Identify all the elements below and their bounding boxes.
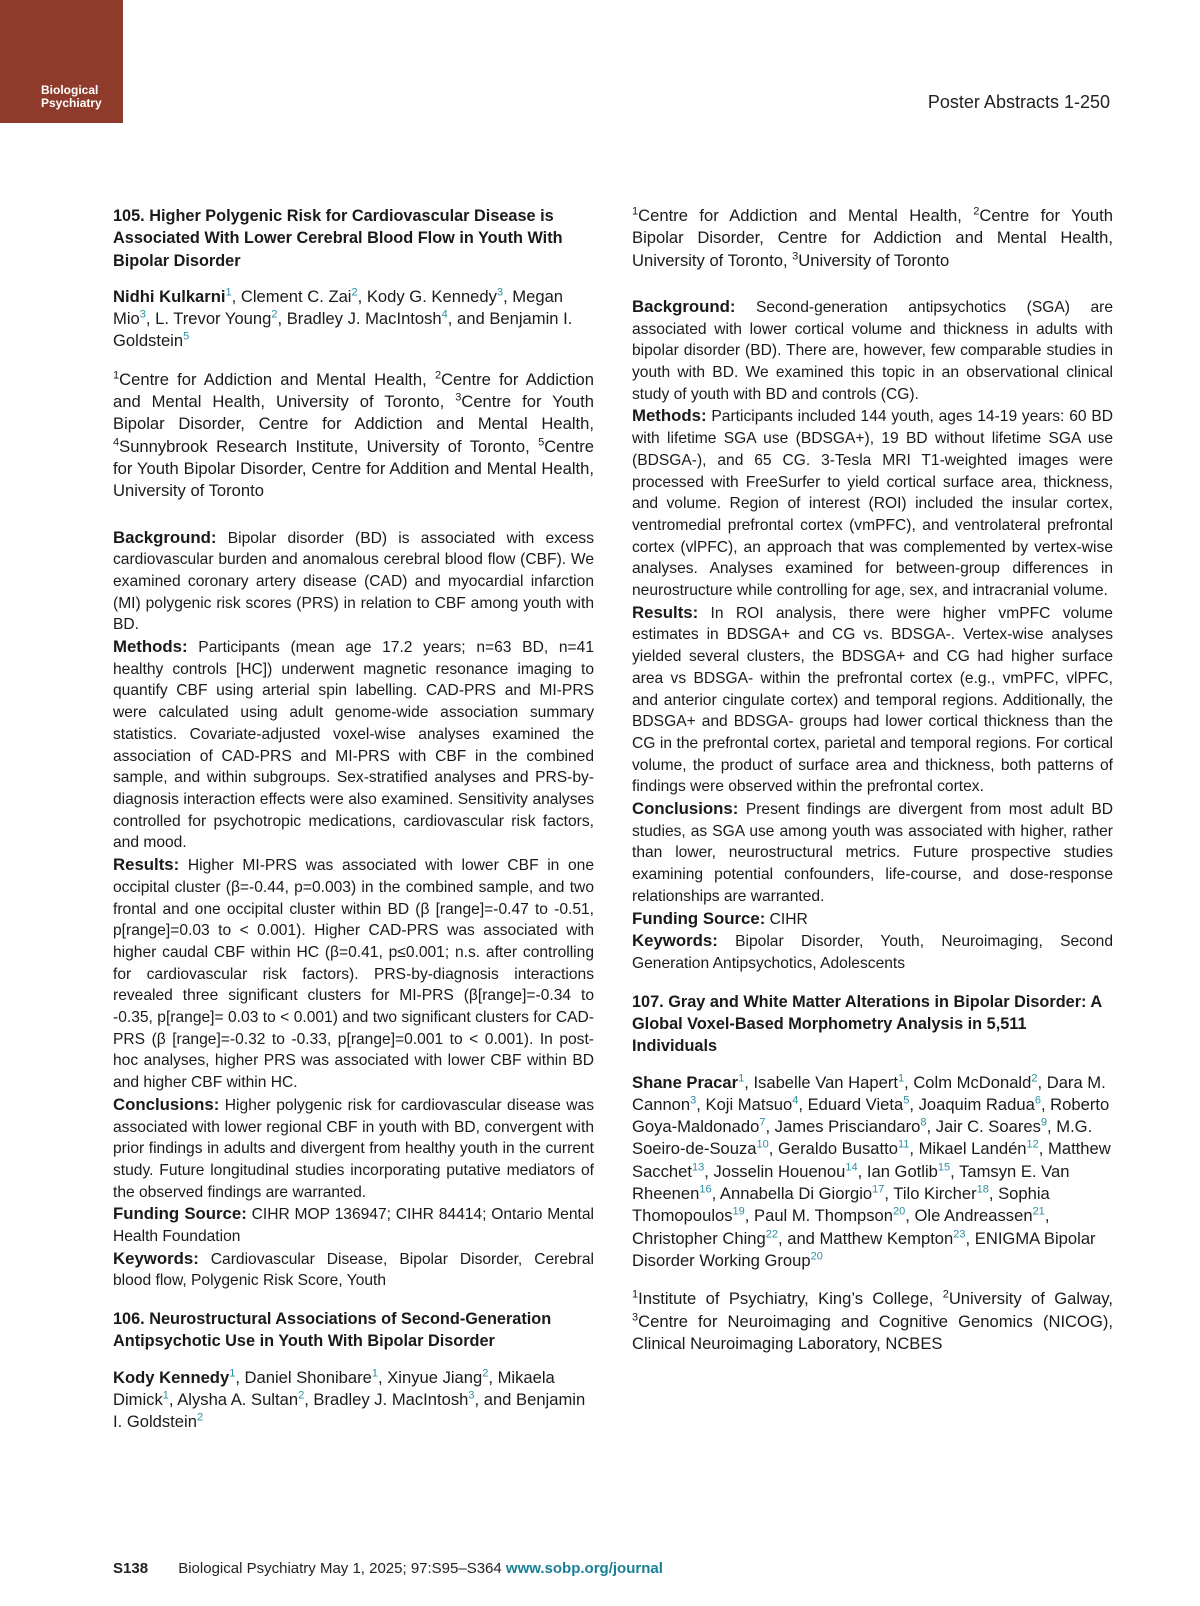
abstract-section xyxy=(632,296,1113,406)
article-105 xyxy=(113,205,594,1292)
author-separator: , xyxy=(704,1161,714,1181)
author-separator: , xyxy=(357,286,367,306)
author-affil-marker: 1 xyxy=(738,1072,745,1085)
author-separator: , xyxy=(168,1390,178,1410)
author-separator: , xyxy=(488,1367,498,1387)
article-107 xyxy=(632,991,1113,1355)
author-affil-marker: 11 xyxy=(897,1138,910,1151)
abstract-body xyxy=(632,296,1113,975)
author-affil-marker: 14 xyxy=(845,1161,858,1174)
author-name: Benjamin I. Goldstein xyxy=(113,309,573,351)
author-name: Colm McDonald xyxy=(913,1072,1032,1092)
author-affil-marker: 4 xyxy=(792,1094,799,1107)
author-affil-marker: 2 xyxy=(482,1367,489,1380)
author-affil-marker: 20 xyxy=(810,1250,823,1263)
author-name: Ian Gotlib xyxy=(866,1161,938,1181)
author-name: L. Trevor Young xyxy=(155,309,272,329)
author-name: Matthew Sacchet xyxy=(632,1139,1111,1181)
author-name: Daniel Shonibare xyxy=(244,1367,372,1387)
affiliation-marker: 3 xyxy=(455,391,462,404)
journal-logo xyxy=(0,0,123,123)
author-separator: , xyxy=(926,1117,936,1137)
author-affil-marker: 3 xyxy=(496,286,504,299)
abstract-section xyxy=(113,1094,594,1204)
article-title: 107. Gray and White Matter Alterations in Bipolar Disorder: A Global Voxel-Based Morphometry Analysis in 5,511 Individuals xyxy=(632,992,1102,1056)
author-name: Tilo Kircher xyxy=(893,1184,977,1204)
author-name: Bradley J. MacIntosh xyxy=(286,309,442,329)
journal-link[interactable]: www.sobp.org/journal xyxy=(505,1560,663,1577)
author-separator: , xyxy=(950,1161,960,1181)
affiliation-text: Centre for Youth Bipolar Disorder, Centre for Addition and Mental Health, University of Toronto xyxy=(113,436,594,501)
author-name: Kody Kennedy xyxy=(113,1367,230,1387)
author-name: Isabelle Van Hapert xyxy=(753,1072,898,1092)
section-text: Participants included 144 youth, ages 14-19 years: 60 BD with lifetime SGA use (BDSGA+), 19 BD without lifetime SGA use (BDSGA-), and 65 CG. 3-Tesla MRI T1-weighted images were processed with FreeSurfer to yield cortical surface area, thickness, and volume. Region of interest (ROI) included the insular cortex, ventromedial prefrontal cortex (vmPFC), and ventrolateral prefrontal cortex (vlPFC), an approach that was complemented by vertex-wise analyses. Analyses examined for between-group differences in neurostructure while controlling for age, sex, and intracranial volume. xyxy=(632,408,1113,600)
journal-logo-text: Biological Psychiatry xyxy=(41,83,102,110)
affiliation-marker: 4 xyxy=(113,436,120,449)
section-label: Funding Source: xyxy=(113,1204,247,1224)
affiliation-text: Centre for Addiction and Mental Health, xyxy=(119,369,435,389)
author-affil-marker: 2 xyxy=(196,1411,204,1424)
author-name: Clement C. Zai xyxy=(240,286,352,306)
section-text: Higher polygenic risk for cardiovascular disease was associated with lower regional CBF in youth with BD, convergent with prior findings in adults and divergent from healthy youth in the current study. Future longitudinal studies incorporating putative mediators of the observed findings are warranted. xyxy=(113,1096,595,1201)
author-separator: , xyxy=(1040,1094,1051,1114)
page-footer xyxy=(113,1560,663,1577)
section-label: Conclusions: xyxy=(632,799,739,819)
author-name: Matthew Kempton xyxy=(819,1228,954,1248)
author-name: Dara M. Cannon xyxy=(632,1072,1106,1114)
author-separator: , xyxy=(1047,1117,1057,1137)
affiliation-list xyxy=(632,205,1113,272)
affiliation-text: University of Toronto xyxy=(798,250,950,270)
section-label: Methods: xyxy=(632,406,707,426)
section-text: CIHR MOP 136947; CIHR 84414; Ontario Mental Health Foundation xyxy=(113,1206,594,1246)
abstract-section xyxy=(113,854,594,1094)
section-label: Results: xyxy=(113,855,180,875)
author-affil-marker: 2 xyxy=(271,308,278,321)
author-separator: , xyxy=(1038,1139,1049,1159)
abstract-section xyxy=(113,1248,594,1292)
author-separator: , xyxy=(377,1367,388,1387)
author-separator: , xyxy=(857,1161,867,1181)
author-separator: , xyxy=(277,309,287,329)
author-name: Nidhi Kulkarni xyxy=(113,286,226,306)
author-name: Shane Pracar xyxy=(632,1072,739,1092)
affiliation-marker: 2 xyxy=(434,369,442,382)
author-affil-marker: 21 xyxy=(1032,1205,1045,1218)
author-separator: , and xyxy=(778,1228,820,1248)
abstract-section xyxy=(632,930,1113,974)
article-106 xyxy=(113,1308,594,1433)
abstract-section xyxy=(632,602,1113,798)
affiliation-text: Centre for Addiction and Mental Health, xyxy=(638,206,974,225)
section-text: Bipolar disorder (BD) is associated with excess cardiovascular burden and anomalous cerebral blood flow (CBF). We examined coronary artery disease (CAD) and myocardial infarction (MI) polygenic risk scores (PRS) in relation to CBF among youth with BD. xyxy=(113,529,594,634)
section-label: Background: xyxy=(632,296,736,316)
affiliation-marker: 5 xyxy=(538,436,545,449)
author-separator: , xyxy=(768,1139,779,1159)
author-name: Joaquim Radua xyxy=(918,1094,1035,1114)
abstract-body xyxy=(113,527,594,1293)
author-affil-marker: 1 xyxy=(162,1389,169,1402)
author-affil-marker: 16 xyxy=(699,1183,712,1196)
section-text: Higher MI-PRS was associated with lower CBF in one occipital cluster (β=-0.44, p=0.003) in the combined sample, and two frontal and one occipital cluster within BD (β [range]=-0.47 to -0.51, p[range]=0.03 to < 0.001). Higher CAD-PRS was associated with higher caudal CBF within HC (β=0.41, p≤0.001; n.s. after controlling for cardiovascular risk factors). PRS-by-diagnosis interactions revealed three significant clusters for MI-PRS (β[range]=-0.34 to -0.35, p[range]= 0.03 to < 0.001) and two significant clusters for CAD-PRS (β [range]=-0.32 to -0.33, p[range]=0.001 to < 0.001). In post-hoc analyses, higher PRS was associated with lower CBF within BD and higher CBF within HC. xyxy=(113,857,594,1092)
author-affil-marker: 12 xyxy=(1026,1138,1039,1151)
abstract-section xyxy=(113,527,594,637)
author-separator: , xyxy=(503,286,513,306)
author-separator: , and xyxy=(474,1390,517,1410)
author-name: Eduard Vieta xyxy=(807,1094,904,1114)
author-separator: , xyxy=(884,1184,894,1204)
section-text: CIHR xyxy=(769,910,808,928)
section-text: In ROI analysis, there were higher vmPFC volume estimates in BDSGA+ and CG vs. BDSGA-. Vertex-wise analyses yielded several clusters, the BDSGA+ and CG had higher surface area vs BDSGA- within the prefrontal cortex (e.g., vmPFC, vlPFC, and anterior cingulate cortex) and temporal regions. Additionally, the BDSGA+ and BDSGA- groups had lower cortical thickness than the CG in the prefrontal cortex, parietal and temporal regions. For cortical volume, the product of surface area and thickness, both patterns of findings were observed within the prefrontal cortex. xyxy=(632,604,1113,796)
affiliation-text: Centre for Neuroimaging and Cognitive Genomics (NICOG), Clinical Neuroimaging Laboratory, NCBES xyxy=(632,1311,1113,1353)
author-name: Alysha A. Sultan xyxy=(177,1390,299,1410)
author-name: Roberto Goya-Maldonado xyxy=(632,1094,1110,1137)
author-separator: , xyxy=(696,1094,706,1114)
left-column xyxy=(113,205,594,1450)
affiliation-list xyxy=(632,1288,1113,1355)
journal-citation: Biological Psychiatry May 1, 2025; 97:S95–S364 xyxy=(178,1560,502,1577)
abstract-section xyxy=(632,405,1113,601)
section-label: Results: xyxy=(632,602,699,622)
author-affil-marker: 19 xyxy=(732,1205,745,1218)
author-name: Kody G. Kennedy xyxy=(366,286,497,306)
author-name: Ole Andreassen xyxy=(914,1206,1033,1226)
affiliation-marker: 3 xyxy=(792,250,799,263)
section-label: Keywords: xyxy=(113,1248,199,1268)
affiliation-marker: 2 xyxy=(942,1288,949,1301)
author-affil-marker: 23 xyxy=(953,1228,966,1241)
section-text: Second-generation antipsychotics (SGA) are associated with lower cortical volume and thickness in adults with bipolar disorder (BD). There are, however, few comparable studies in youth with BD. We examined this topic in an observational clinical study of youth with BD and controls (CG). xyxy=(632,298,1113,403)
affiliation-text: Institute of Psychiatry, King’s College, xyxy=(638,1289,943,1309)
affiliation-text: Centre for Addiction and Mental Health, University of Toronto, xyxy=(113,369,594,412)
author-separator: , xyxy=(304,1390,314,1410)
author-list xyxy=(113,1367,594,1434)
author-affil-marker: 3 xyxy=(468,1389,475,1402)
author-separator: , xyxy=(711,1184,720,1204)
article-title: 105. Higher Polygenic Risk for Cardiovascular Disease is Associated With Lower Cerebral Blood Flow in Youth With Bipolar Disorder xyxy=(113,207,563,270)
author-affil-marker: 6 xyxy=(1034,1094,1041,1107)
author-affil-marker: 1 xyxy=(225,286,232,299)
section-text: Present findings are divergent from most adult BD studies, as SGA use among youth was associated with higher, rather than lower, neurostructural metrics. Future prospective studies examining potential confounders, life-course, and dose-response relationships are warranted. xyxy=(632,801,1113,905)
author-separator: , xyxy=(909,1139,919,1159)
author-name: Christopher Ching xyxy=(632,1228,766,1248)
right-column xyxy=(632,205,1113,1379)
affiliation-text: Sunnybrook Research Institute, University of Toronto, xyxy=(119,436,539,456)
section-text: Cardiovascular Disease, Bipolar Disorder, Cerebral blood flow, Polygenic Risk Score, Youth xyxy=(113,1250,594,1290)
affiliation-text: University of Galway, xyxy=(948,1289,1113,1309)
section-label: Background: xyxy=(113,527,217,547)
author-list xyxy=(113,286,594,353)
affiliation-text: Centre for Youth Bipolar Disorder, Centre for Addiction and Mental Health, University of Toronto, xyxy=(632,206,1113,270)
author-affil-marker: 9 xyxy=(1040,1116,1048,1129)
author-affil-marker: 22 xyxy=(765,1228,778,1241)
author-separator: , xyxy=(1044,1206,1050,1226)
affiliation-marker: 1 xyxy=(113,369,120,382)
author-separator: , xyxy=(235,1367,245,1387)
author-separator: , xyxy=(988,1184,999,1204)
author-separator: , xyxy=(765,1117,775,1137)
abstract-section xyxy=(632,908,1113,931)
abstract-section xyxy=(632,798,1113,908)
author-affil-marker: 2 xyxy=(1031,1072,1038,1085)
author-separator: , xyxy=(965,1228,975,1248)
article-title: 106. Neurostructural Associations of Second-Generation Antipsychotic Use in Youth With Bipolar Disorder xyxy=(113,1310,552,1351)
author-name: Jair C. Soares xyxy=(935,1117,1041,1137)
abstract-section xyxy=(113,1203,594,1247)
author-separator: , xyxy=(1037,1072,1047,1092)
author-separator: , xyxy=(145,309,156,329)
author-affil-marker: 3 xyxy=(139,308,146,321)
author-separator: , xyxy=(904,1072,914,1092)
affiliation-marker: 2 xyxy=(973,205,980,218)
author-name: Paul M. Thompson xyxy=(754,1206,893,1226)
author-affil-marker: 15 xyxy=(937,1161,951,1174)
author-separator: , xyxy=(231,286,241,306)
author-affil-marker: 17 xyxy=(872,1183,885,1196)
author-name: Xinyue Jiang xyxy=(387,1367,483,1387)
author-name: Mikael Landén xyxy=(918,1139,1027,1159)
section-text: Participants (mean age 17.2 years; n=63 BD, n=41 healthy controls [HC]) underwent magnetic resonance imaging to quantify CBF using arterial spin labelling. CAD-PRS and MI-PRS were calculated using adult genome-wide association summary statistics. Covariate-adjusted voxel-wise analyses examined the association of CAD-PRS and MI-PRS with CBF in the combined sample, and within subgroups. Sex-stratified analyses and PRS-by-diagnosis interaction effects were also examined. Sensitivity analyses controlled for psychotropic medications, cardiovascular risk factors, and mood. xyxy=(113,639,594,852)
author-name: Benjamin I. Goldstein xyxy=(113,1390,586,1432)
author-affil-marker: 5 xyxy=(903,1094,910,1107)
author-affil-marker: 20 xyxy=(893,1205,906,1218)
author-affil-marker: 10 xyxy=(756,1138,769,1151)
author-separator: , and xyxy=(447,309,490,329)
author-name: Annabella Di Giorgio xyxy=(719,1184,873,1204)
author-name: Koji Matsuo xyxy=(705,1094,793,1114)
author-affil-marker: 1 xyxy=(229,1367,236,1380)
author-affil-marker: 1 xyxy=(897,1072,905,1085)
author-name: James Prisciandaro xyxy=(774,1117,921,1137)
author-name: Bradley J. MacIntosh xyxy=(313,1390,469,1410)
author-separator: , xyxy=(909,1094,919,1114)
author-name: Megan Mio xyxy=(113,286,564,329)
author-name: Tamsyn E. Van Rheenen xyxy=(632,1161,1070,1204)
abstract-section xyxy=(113,636,594,854)
affiliation-marker: 3 xyxy=(632,1311,639,1324)
author-name: Sophia Thomopoulos xyxy=(632,1184,1050,1226)
section-text: Bipolar Disorder, Youth, Neuroimaging, Second Generation Antipsychotics, Adolescents xyxy=(632,933,1113,972)
author-affil-marker: 13 xyxy=(691,1161,705,1174)
author-affil-marker: 5 xyxy=(183,330,190,343)
affiliation-marker: 1 xyxy=(632,1288,639,1301)
affiliation-text: Centre for Youth Bipolar Disorder, Centre for Addiction and Mental Health, xyxy=(113,392,594,434)
author-separator: , xyxy=(744,1072,754,1092)
section-label: Conclusions: xyxy=(113,1094,220,1114)
author-name: Josselin Houenou xyxy=(713,1161,846,1181)
affiliation-marker: 1 xyxy=(632,205,639,218)
author-name: Geraldo Busatto xyxy=(778,1139,898,1159)
author-affil-marker: 1 xyxy=(371,1367,378,1380)
author-name: Mikaela Dimick xyxy=(113,1367,555,1410)
author-separator: , xyxy=(798,1094,808,1114)
author-affil-marker: 18 xyxy=(976,1183,989,1196)
author-separator: , xyxy=(744,1206,755,1226)
section-label: Methods: xyxy=(113,637,188,657)
author-list xyxy=(632,1072,1113,1273)
article-106-continued xyxy=(632,205,1113,975)
page-number: S138 xyxy=(113,1560,149,1577)
author-affil-marker: 7 xyxy=(759,1116,766,1129)
author-name: ENIGMA Bipolar Disorder Working Group xyxy=(632,1228,1096,1270)
section-label: Funding Source: xyxy=(632,908,766,928)
author-affil-marker: 8 xyxy=(920,1116,927,1129)
author-separator: , xyxy=(905,1206,915,1226)
section-label: Keywords: xyxy=(632,931,718,951)
section-header: Poster Abstracts 1-250 xyxy=(927,92,1110,112)
author-affil-marker: 3 xyxy=(690,1094,697,1107)
author-affil-marker: 2 xyxy=(298,1389,305,1402)
author-affil-marker: 4 xyxy=(441,308,448,321)
author-name: M.G. Soeiro-de-Souza xyxy=(632,1117,1093,1159)
author-affil-marker: 2 xyxy=(351,286,358,299)
affiliation-list xyxy=(113,369,594,503)
